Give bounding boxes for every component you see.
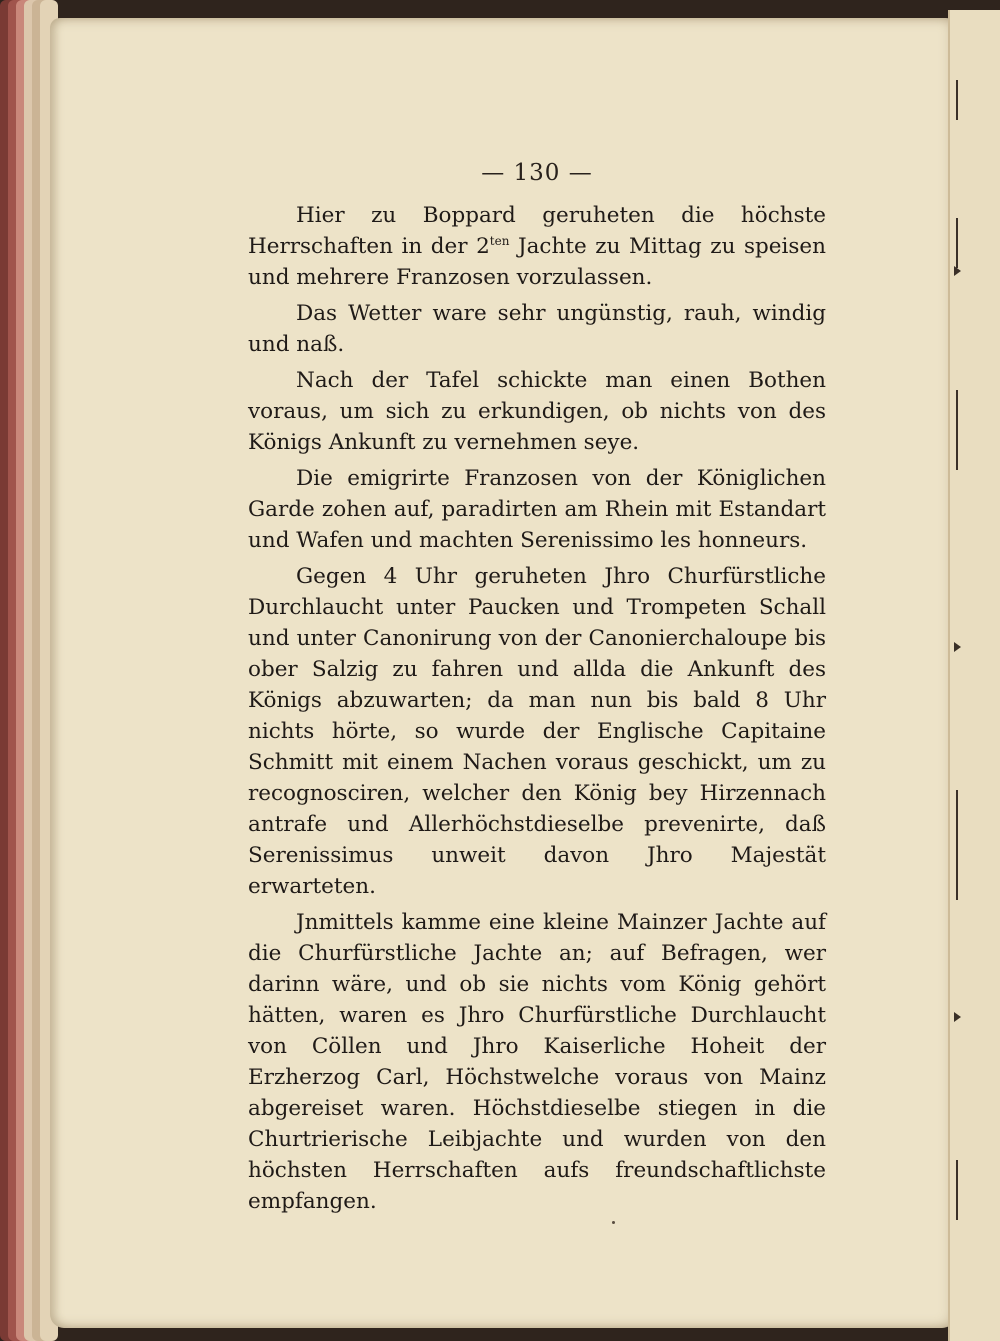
paragraph: Jnmittels kamme eine kleine Mainzer Jachte auf die Churfürstliche Jachte an; auf Befragen, wer darinn wäre, und ob sie nichts vom König gehört hätten, waren es Jhro Churfürstliche Durchlaucht von Cöllen und Jhro Kaiserliche Hoheit der Erzherzog Carl, Höchstwelche voraus von Mainz abgereiset waren. Höchstdieselbe stiegen in die Churtrierische Leibjachte und wurden von den höchsten Herrschaften aufs freundschaftlichste empfangen.: [248, 910, 826, 1214]
paragraph: Das Wetter ware sehr ungünstig, rauh, windig und naß.: [248, 301, 826, 357]
page-number: — 130 —: [481, 160, 593, 186]
ink-tick: [954, 266, 961, 276]
ink-mark: [956, 1160, 958, 1220]
text-column: [248, 160, 826, 1217]
paragraph: [248, 200, 826, 293]
paragraph: Die emigrirte Franzosen von der Königlichen Garde zohen auf, paradirten am Rhein mit Estandart und Wafen und machten Serenissimo les honneurs.: [248, 466, 826, 553]
paragraph: Nach der Tafel schickte man einen Bothen voraus, um sich zu erkundigen, ob nichts von des Königs Ankunft zu vernehmen seye.: [248, 368, 826, 455]
paragraph-text: Jachte zu Mittag zu speisen und mehrere Franzosen vorzulassen.: [248, 234, 827, 290]
ink-mark: [956, 218, 958, 268]
paper-speck: [612, 1221, 615, 1224]
ink-tick: [954, 642, 961, 652]
ink-mark: [956, 390, 958, 470]
ink-mark: [956, 80, 958, 120]
ink-tick: [954, 1012, 961, 1022]
next-leaf-edge: [948, 10, 1000, 1341]
ink-mark: [956, 790, 958, 900]
paragraph-text: Hier zu Boppard geruheten die höchste Herrschaften in der 2: [248, 203, 826, 259]
superscript: ten: [489, 233, 510, 248]
paragraph: Gegen 4 Uhr geruheten Jhro Churfürstliche Durchlaucht unter Paucken und Trompeten Schall und unter Canonirung von der Canonierchaloupe bis ober Salzig zu fahren und allda die Ankunft des Königs abzuwarten; da man nun bis bald 8 Uhr nichts hörte, so wurde der Englische Capitaine Schmitt mit einem Nachen voraus geschickt, um zu recognosciren, welcher den König bey Hirzennach antrafe und Allerhöchstdieselbe prevenirte, daß Serenissimus unweit davon Jhro Majestät erwarteten.: [248, 564, 826, 899]
